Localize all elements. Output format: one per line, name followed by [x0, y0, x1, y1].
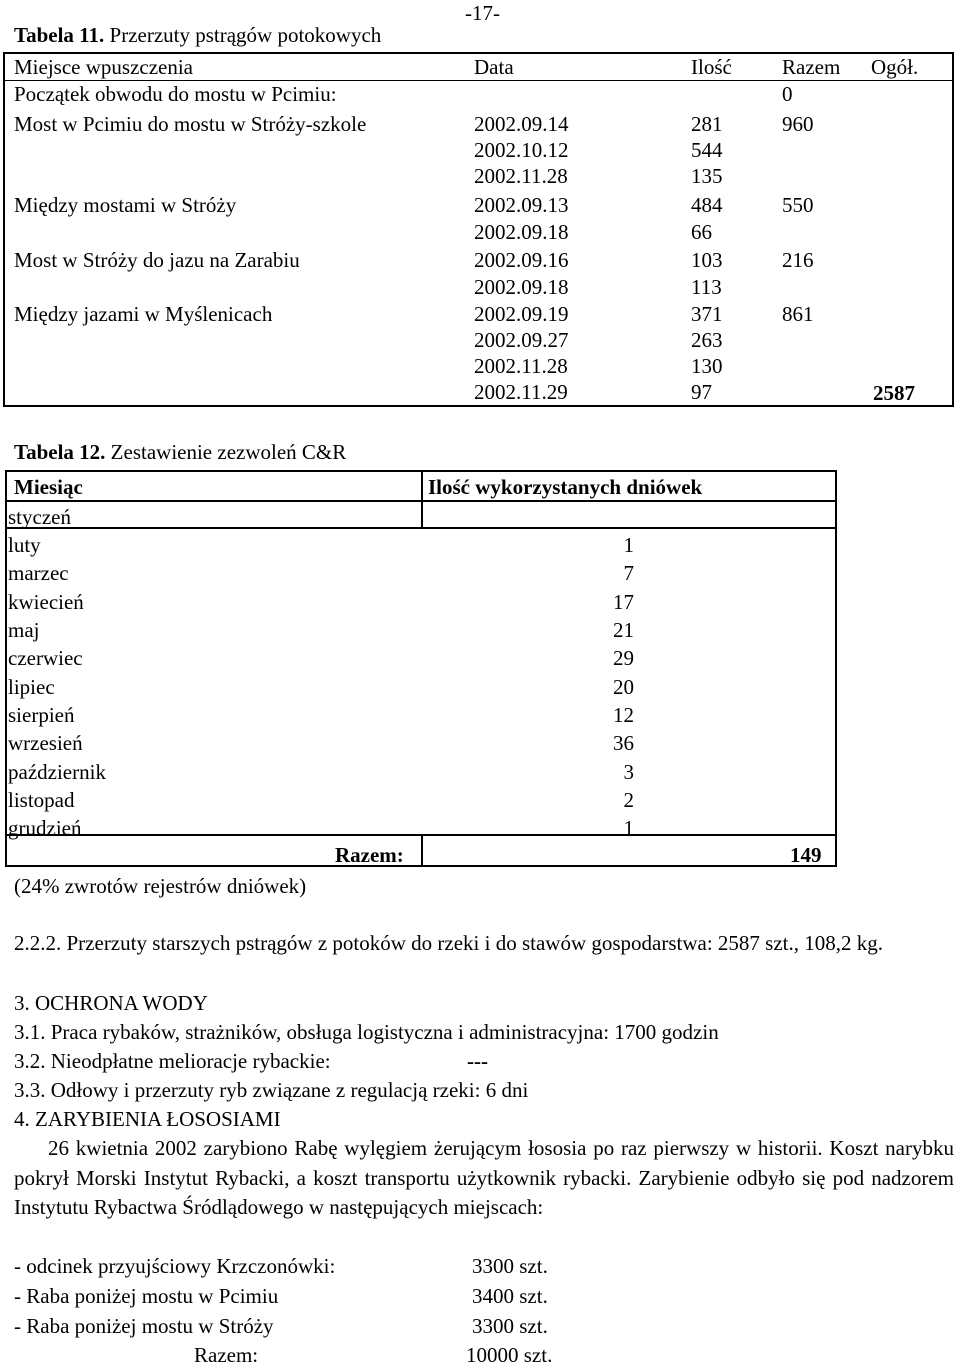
table11-row-place: Między jazami w Myślenicach	[14, 302, 273, 326]
table12-count: 2	[623, 788, 634, 812]
table-row	[8, 615, 818, 643]
list-item-qty: 3300 szt.	[472, 1314, 548, 1338]
table11-count: 66	[691, 220, 712, 244]
table12-count: 1	[623, 816, 634, 840]
table11-date: 2002.09.13	[474, 193, 569, 217]
table12-month: wrzesień	[8, 731, 83, 755]
table-row	[8, 558, 818, 586]
table-row	[8, 502, 818, 530]
table11-count: 281	[691, 112, 723, 136]
table12-month: styczeń	[8, 505, 71, 529]
table11-row-total: 0	[782, 82, 793, 106]
table12-count: 20	[613, 675, 634, 699]
table12-count: 29	[613, 646, 634, 670]
table-row	[8, 728, 818, 756]
heading-section-3: 3. OCHRONA WODY	[14, 991, 208, 1015]
table11-row-place: Most w Pcimiu do mostu w Stróży-szkole	[14, 112, 367, 136]
table12-caption-text: Zestawienie zezwoleń C&R	[105, 440, 347, 464]
table12-count: 21	[613, 618, 634, 642]
table11-date: 2002.11.29	[474, 380, 568, 404]
table11-date: 2002.09.14	[474, 112, 569, 136]
table11-row-total: 550	[782, 193, 814, 217]
table11-date: 2002.11.28	[474, 164, 568, 188]
table11-row-total: 216	[782, 248, 814, 272]
table11-date: 2002.09.19	[474, 302, 569, 326]
table11-caption-text: Przerzuty pstrągów potokowych	[104, 23, 382, 47]
table11-row-place: Most w Stróży do jazu na Zarabiu	[14, 248, 300, 272]
table12-count: 3	[623, 760, 634, 784]
table12-note: (24% zwrotów rejestrów dniówek)	[14, 874, 307, 898]
table-row	[8, 700, 818, 728]
table11-caption-number: Tabela 11.	[14, 23, 105, 47]
table11-count: 97	[691, 380, 712, 404]
page-number: -17-	[465, 1, 500, 25]
heading-section-4: 4. ZARYBIENIA ŁOSOSIAMI	[14, 1107, 281, 1131]
table12-month: listopad	[8, 788, 75, 812]
table11-count: 371	[691, 302, 723, 326]
section-3-1: 3.1. Praca rybaków, strażników, obsługa logistyczna i administracyjna: 1700 godzin	[14, 1020, 719, 1044]
table12-header-count: Ilość wykorzystanych dniówek	[428, 475, 703, 499]
table12-month: sierpień	[8, 703, 75, 727]
table-row	[8, 785, 818, 813]
table11-header-place: Miejsce wpuszczenia	[14, 55, 194, 79]
table11-date: 2002.11.28	[474, 354, 568, 378]
table11-count: 103	[691, 248, 723, 272]
table12-month: czerwiec	[8, 646, 83, 670]
table11-count: 263	[691, 328, 723, 352]
list-item-qty: 3300 szt.	[472, 1254, 548, 1278]
table-row	[8, 530, 818, 558]
table12-count: 17	[613, 590, 634, 614]
table-row	[8, 643, 818, 671]
table-row	[8, 672, 818, 700]
table12-count: 1	[623, 533, 634, 557]
table11-date: 2002.09.16	[474, 248, 569, 272]
table11-header-date: Data	[474, 55, 514, 79]
list-item: - Raba poniżej mostu w Pcimiu	[14, 1284, 279, 1308]
table11-count: 113	[691, 275, 722, 299]
table11-count: 484	[691, 193, 723, 217]
table11-row-place: Początek obwodu do mostu w Pcimiu:	[14, 82, 337, 106]
table11-date: 2002.09.27	[474, 328, 569, 352]
table12-count: 7	[623, 561, 634, 585]
table11-count: 130	[691, 354, 723, 378]
table11-header-divider	[5, 80, 952, 81]
table11-row-total: 960	[782, 112, 814, 136]
table11-caption	[14, 25, 381, 46]
table12-month: październik	[8, 760, 106, 784]
table12-month: marzec	[8, 561, 69, 585]
table12-header-month: Miesiąc	[14, 475, 83, 499]
table12-caption	[14, 442, 346, 463]
list-total-value: 10000 szt.	[466, 1343, 553, 1367]
table11-row-place: Między mostami w Stróży	[14, 193, 237, 217]
table12-month: maj	[8, 618, 40, 642]
table11-count: 544	[691, 138, 723, 162]
table11-date: 2002.10.12	[474, 138, 569, 162]
list-item-qty: 3400 szt.	[472, 1284, 548, 1308]
table12-month: kwiecień	[8, 590, 84, 614]
list-item: - Raba poniżej mostu w Stróży	[14, 1314, 274, 1338]
table12-total-label: Razem:	[335, 843, 404, 867]
table11-header-count: Ilość	[691, 55, 732, 79]
list-item: - odcinek przyujściowy Krzczonówki:	[14, 1254, 336, 1278]
section-3-3: 3.3. Odłowy i przerzuty ryb związane z regulacją rzeki: 6 dni	[14, 1078, 529, 1102]
table12-count: 36	[613, 731, 634, 755]
table-row	[8, 813, 818, 841]
list-total-label: Razem:	[194, 1343, 259, 1367]
table12-caption-number: Tabela 12.	[14, 440, 106, 464]
section-2-2-2: 2.2.2. Przerzuty starszych pstrągów z potoków do rzeki i do stawów gospodarstwa: 2587 szt., 108,2 kg.	[14, 931, 884, 955]
table12-month: grudzień	[8, 816, 82, 840]
table12-total-value: 149	[790, 843, 822, 867]
section-4-paragraph: 26 kwietnia 2002 zarybiono Rabę wylęgiem żerującym łososia po raz pierwszy w historii. Koszt narybku pokrył Morski Instytut Rybacki, a koszt transportu użytkownik rybacki. Zarybienie odbyło się pod nadzorem Instytutu Rybactwa Śródlądowego w następujących miejscach:	[14, 1136, 954, 1219]
table11-row-total: 861	[782, 302, 814, 326]
table12-count: 12	[613, 703, 634, 727]
table11-header-total: Razem	[782, 55, 841, 79]
table11-date: 2002.09.18	[474, 275, 569, 299]
table11-count: 135	[691, 164, 723, 188]
table11-grand-total: 2587	[873, 381, 915, 405]
table12-month: luty	[8, 533, 41, 557]
table-row	[8, 757, 818, 785]
table11-date: 2002.09.18	[474, 220, 569, 244]
section-3-2-label: 3.2. Nieodpłatne melioracje rybackie:	[14, 1049, 331, 1073]
table-row	[8, 587, 818, 615]
table11-header-grand: Ogół.	[871, 55, 919, 79]
table12-month: lipiec	[8, 675, 55, 699]
section-3-2-value: ---	[467, 1049, 488, 1073]
